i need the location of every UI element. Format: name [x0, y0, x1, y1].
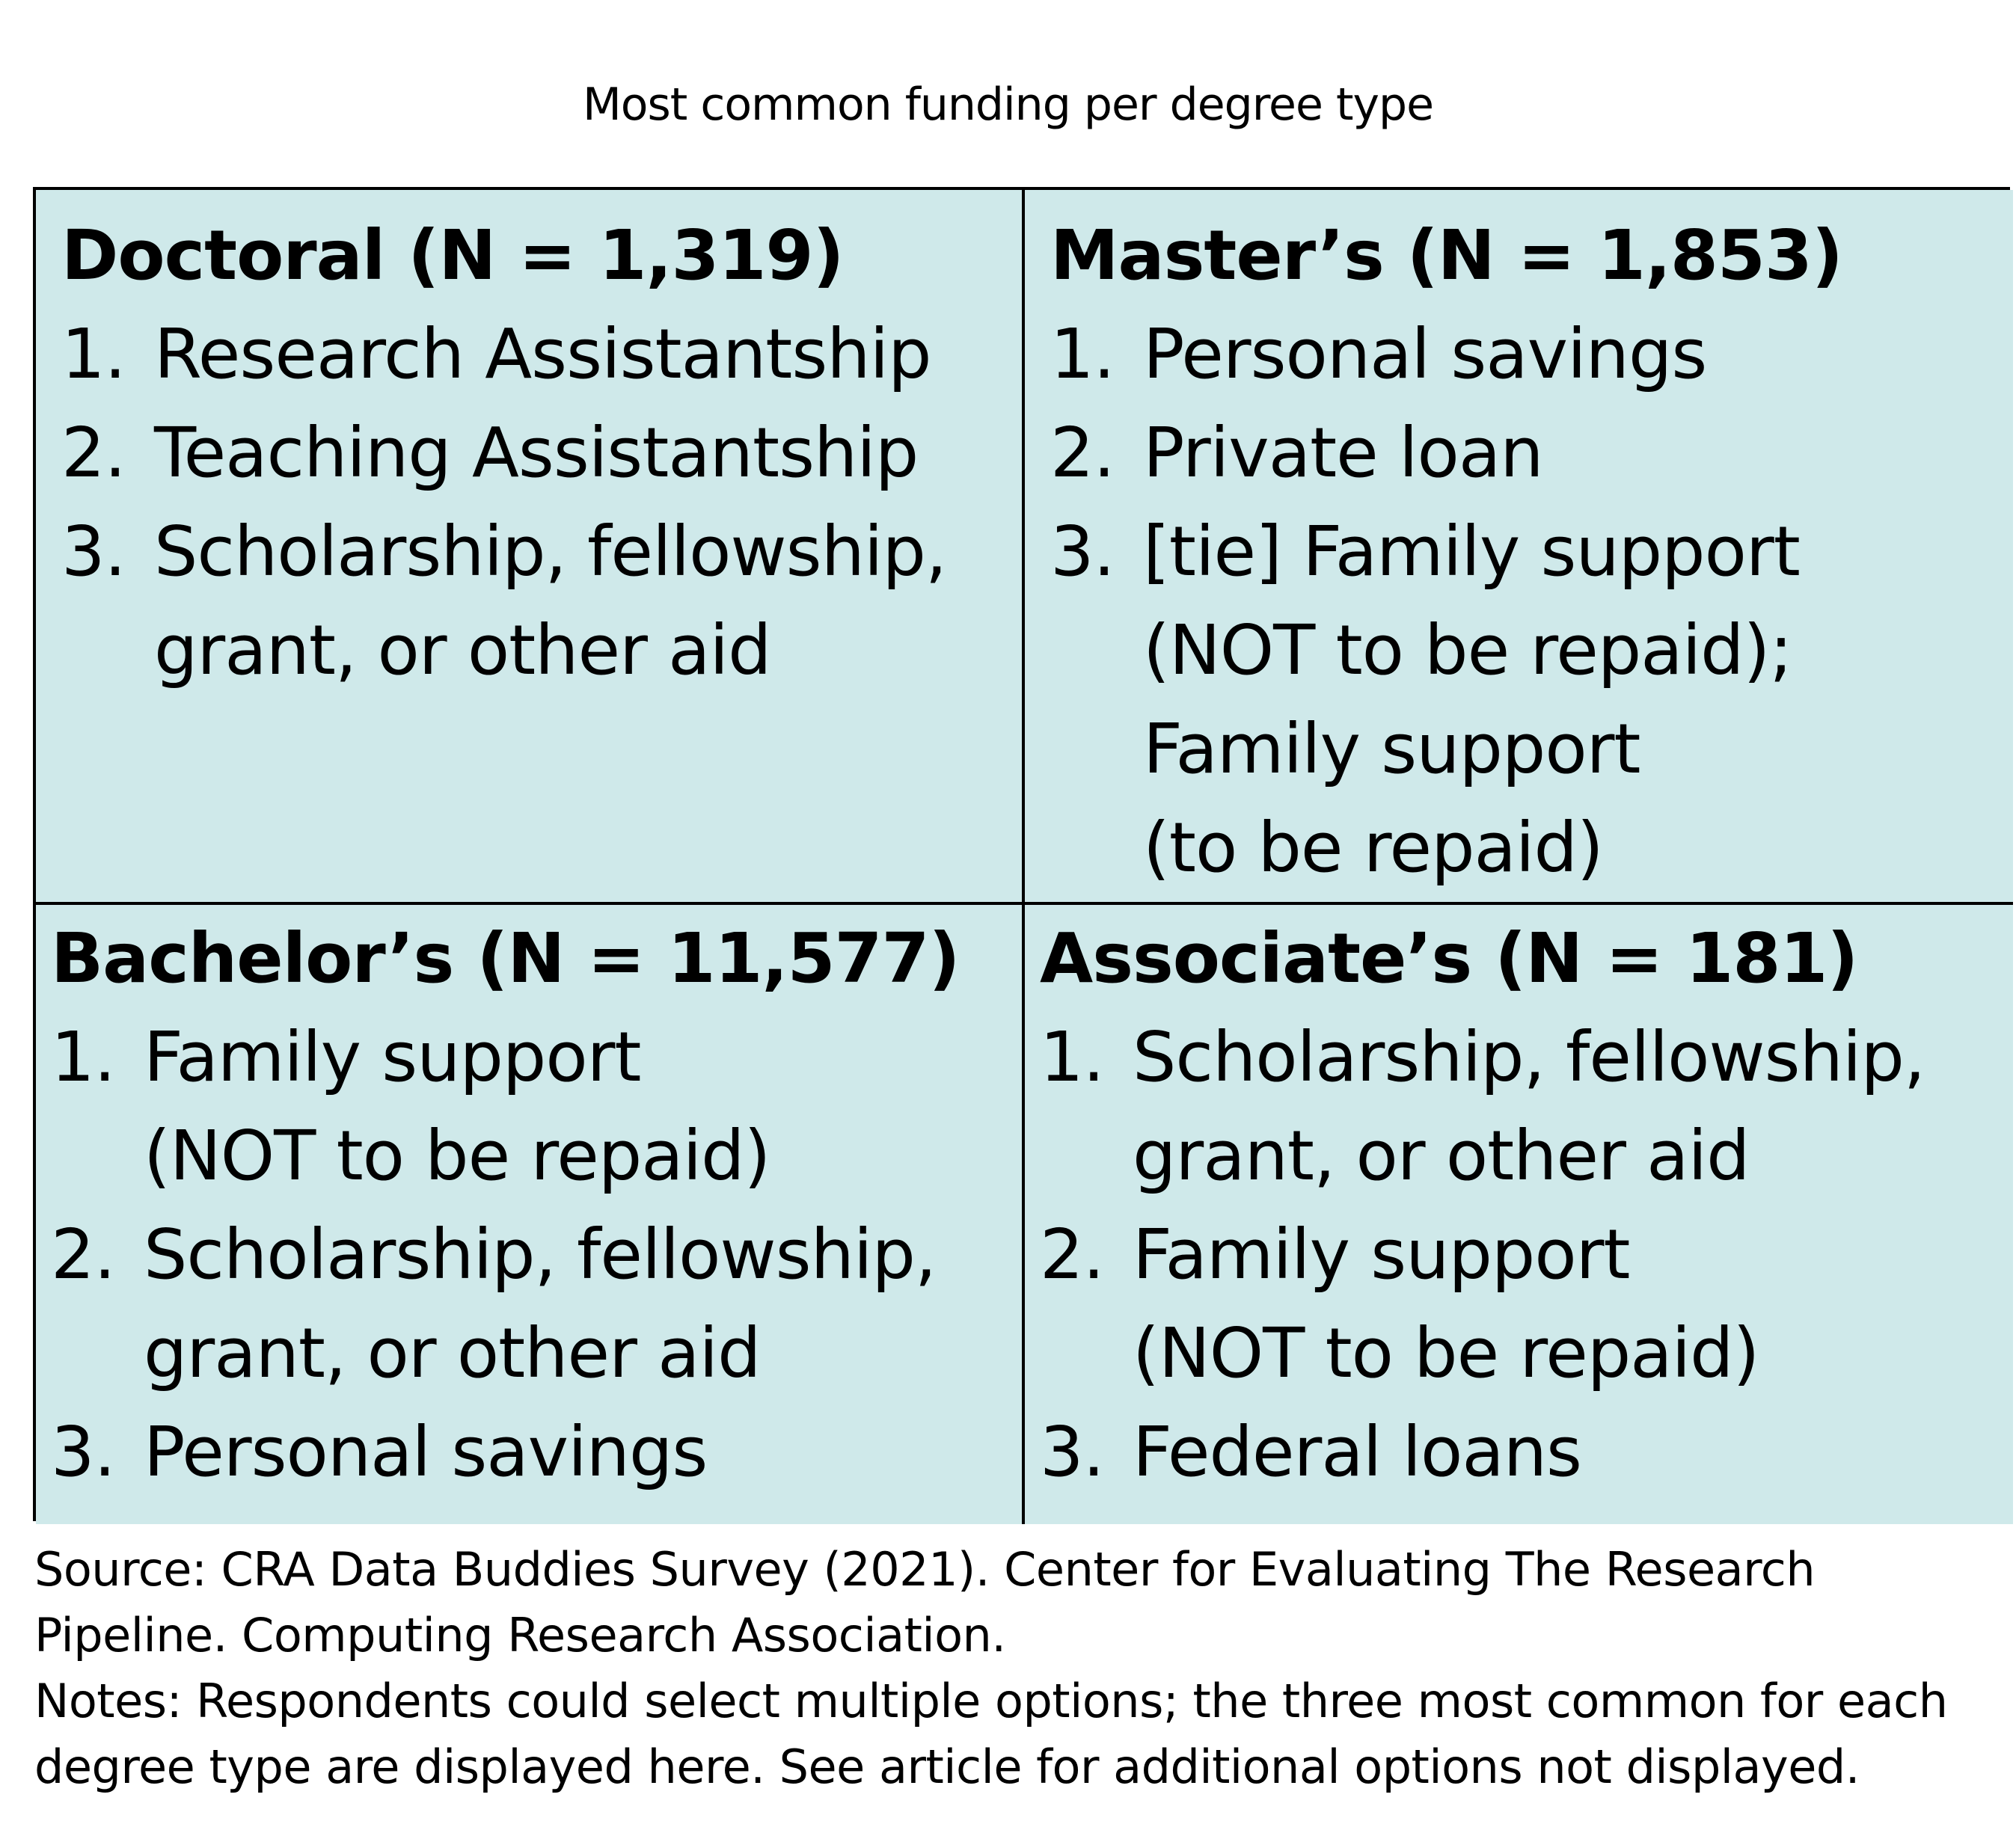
item-text-line: grant, or other aid [154, 610, 771, 690]
list-item [51, 1403, 1007, 1502]
item-text-line: Scholarship, fellowship, [144, 1215, 937, 1295]
bachelors-list [51, 1008, 1007, 1502]
rank-number: 1. [1040, 1017, 1104, 1097]
item-text-line: Scholarship, fellowship, [1133, 1017, 1925, 1097]
item-text-line: (NOT to be repaid) [144, 1116, 770, 1196]
bachelors-cell [36, 905, 1025, 1524]
associates-heading: Associate’s (N = 181) [1040, 918, 1858, 998]
rank-number: 3. [51, 1412, 115, 1492]
item-text-line: (NOT to be repaid) [1133, 1313, 1759, 1393]
doctoral-list [61, 305, 1007, 700]
rank-number: 2. [51, 1215, 115, 1295]
footer-notes [34, 1537, 1994, 1800]
item-text-line: grant, or other aid [1133, 1116, 1750, 1196]
list-item [1040, 1403, 1998, 1502]
doctoral-heading: Doctoral (N = 1,319) [61, 215, 844, 295]
rank-number: 3. [61, 512, 126, 592]
list-item [1050, 503, 1998, 897]
item-text-line: Family support [1133, 1215, 1630, 1295]
list-item [1040, 1206, 1998, 1403]
masters-heading: Master’s (N = 1,853) [1050, 215, 1842, 295]
item-text-line: Personal savings [1143, 314, 1707, 394]
list-item [1040, 1008, 1998, 1206]
notes-text: Notes: Respondents could select multiple options; the three most common for each degree type are displayed here. See article for additional options not displayed. [34, 1674, 1948, 1794]
list-item [1050, 305, 1998, 404]
rank-number: 1. [61, 314, 126, 394]
page-title: Most common funding per degree type [583, 79, 1433, 131]
item-text-line: (NOT to be repaid); [1143, 610, 1792, 690]
list-item [61, 404, 1007, 503]
rank-number: 3. [1050, 512, 1115, 592]
item-text-line: (to be repaid) [1143, 808, 1603, 888]
item-text-line: Scholarship, fellowship, [154, 512, 947, 592]
rank-number: 2. [1050, 413, 1115, 493]
rank-number: 2. [1040, 1215, 1104, 1295]
rank-number: 1. [1050, 314, 1115, 394]
item-text-line: Teaching Assistantship [154, 413, 919, 493]
rank-number: 3. [1040, 1412, 1104, 1492]
item-text-line: Private loan [1143, 413, 1543, 493]
list-item [61, 503, 1007, 700]
item-text-line: Federal loans [1133, 1412, 1581, 1492]
item-text-line: Personal savings [144, 1412, 708, 1492]
item-text-line: Research Assistantship [154, 314, 931, 394]
rank-number: 1. [51, 1017, 115, 1097]
item-text-line: Family support [144, 1017, 641, 1097]
list-item [51, 1206, 1007, 1403]
list-item [51, 1008, 1007, 1206]
bachelors-heading: Bachelor’s (N = 11,577) [51, 918, 960, 998]
item-text-line: [tie] Family support [1143, 512, 1800, 592]
item-text-line: grant, or other aid [144, 1313, 761, 1393]
masters-cell [1025, 190, 2013, 905]
list-item [61, 305, 1007, 404]
funding-grid [33, 187, 2010, 1521]
doctoral-cell [36, 190, 1025, 905]
source-text: Source: CRA Data Buddies Survey (2021). Center for Evaluating The Research Pipeline. Computing Research Association. [34, 1542, 1816, 1662]
rank-number: 2. [61, 413, 126, 493]
associates-cell [1025, 905, 2013, 1524]
associates-list [1040, 1008, 1998, 1502]
list-item [1050, 404, 1998, 503]
item-text-line: Family support [1143, 709, 1640, 789]
masters-list [1050, 305, 1998, 897]
